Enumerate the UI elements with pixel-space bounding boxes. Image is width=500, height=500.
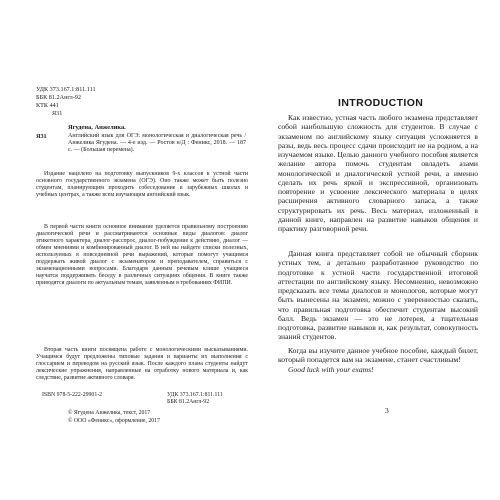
bibliographic-description: Английский язык для ОГЭ: монологическая и диалогическая речь / Анжелика Ягудена. — 4-е изд. — Ростов н/Д : Феникс, 2018. — 187 с. — (Большая перемена).	[68, 133, 246, 154]
bbk-code-bottom: ББК 81.2Англ-92	[167, 399, 210, 405]
ktk-code: КТК 441	[36, 102, 59, 109]
classification-codes	[167, 392, 223, 406]
sign-off: Good luck with your exams!	[288, 365, 374, 374]
udk-code: УДК 373.167.1:811.111	[36, 86, 96, 93]
author-name: Ягудена, Анжелика.	[68, 124, 126, 131]
introduction-heading: INTRODUCTION	[338, 97, 424, 109]
bbk-code: ББК 81.2Англ-92	[36, 94, 81, 101]
isbn-line: ISBN 978-5-222-29901-2	[42, 392, 103, 398]
author-sign-code: Я31	[52, 110, 63, 117]
right-page	[252, 80, 488, 420]
copyright-line: © ООО «Феникс», оформление, 2017	[68, 418, 160, 424]
intro-paragraph: Данная книга представляет собой не обычный сборник устных тем, а детально разработанное руководство по подготовке к устной части государственной итоговой аттестации по английскому языку. Несомненно, невозможно предсказать все темы диалогов и монологов, которые могут быть вынесены на экзамен, можно с уверенностью сказать, что правильная подготовка обеспечит студентам высокий балл. Ведь экзамен — это не лотерея, а тщательная подготовка, развитие навыков и, как результат, совокупность знаний студентов.	[278, 249, 478, 342]
annotation-paragraph: Вторая часть книги посвящена работе с монологическими высказываниями. Учащимся будут предложены типовые задания и варианты их выполнения с глоссарием и переводом на русский язык. После каждого плана студенты найдут лексические упражнения, направленные на отработку нового материала и, как следствие, развитие активного словаря.	[36, 347, 248, 382]
page-number: 3	[385, 406, 389, 415]
intro-paragraph: Когда вы изучите данное учебное пособие, каждый билет, который попадется вам на экзамене, станет счастливым!	[278, 346, 478, 365]
left-page	[8, 80, 252, 424]
intro-paragraph: Как известно, устная часть любого экзамена представляет собой наибольшую сложность для студентов. В случае с экзаменом по английскому языку ситуация усложняется в разы, ведь весь процесс сдачи происходит не на родном, а на изучаемом языке. Целью данного учебного пособия является желание автора помочь студентам овладеть азами монологической и диалогической устной речи, а именно сделать их речь яркой и экспрессивной, организовать повторение и усвоение лексического материала в целях расширения активного словарного запаса, а также структурировать их речь. Весь материал, изложенный в данной книге, направлен на развитие навыков общения и практику разговорной речи.	[278, 113, 478, 233]
udk-code-bottom: УДК 373.167.1:811.111	[167, 392, 223, 398]
copyright-line: © Ягудена Анжелика, текст, 2017	[68, 410, 151, 416]
annotation-paragraph: Издание нацелено на подготовку выпускников 9-х классов к устной части основного государственного экзамена (ОГЭ). Оно также может быть полезно студентам, планирующим проходить собеседование в зарубежных школах и учебных центрах, а также всем изучающим английский язык.	[36, 171, 248, 199]
author-sign-code-bold: Я31	[36, 133, 47, 140]
annotation-paragraph: В первой части книги основное внимание уделяется правильному построению диалогической речи и рассматриваются основные виды диалогов: диалог этикетного характера, диалог-расспрос, диалог-побуждение к действию, диалог — обмен мнениями и комбинированный диалог. В ней вы найдете списки полезных, используемых в повседневной речи выражений, которые помогут учащимся поддержать живой диалог с экзаменатором и преподавателем, справиться с экзаменационными вопросами. Благодаря данным речевым клише учащиеся научатся поддерживать беседу в различных ситуациях общения. В книге также приводятся диалоги по актуальным темам, заявленным в требованиях ФИПИ.	[36, 224, 248, 287]
